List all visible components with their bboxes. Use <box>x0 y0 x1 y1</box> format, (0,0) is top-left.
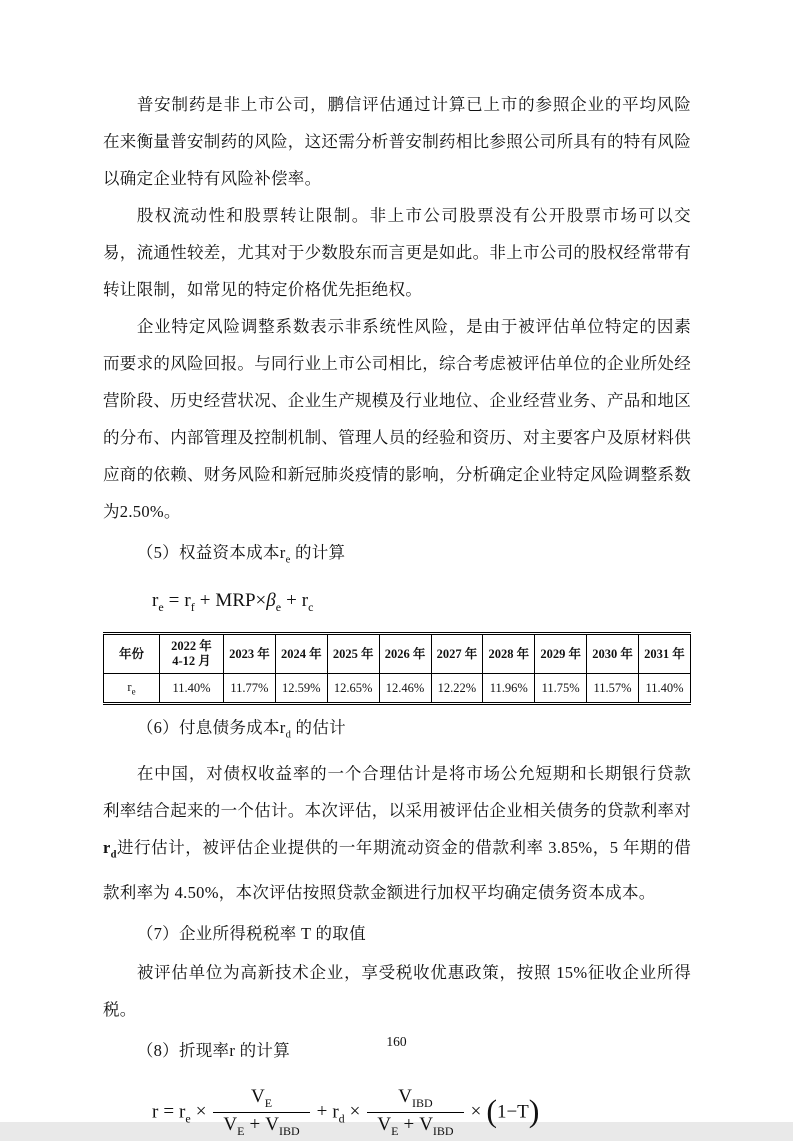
beta-sub: e <box>275 600 282 615</box>
table-cell-2031: 11.40% <box>639 674 691 704</box>
formula-cost-of-equity <box>152 586 691 622</box>
beta-symbol: β <box>266 590 276 612</box>
vibd-base: V <box>265 1114 279 1136</box>
ve-base: V <box>223 1114 238 1136</box>
heading-6-cost-of-debt <box>103 709 691 753</box>
ve-sub: E <box>391 1124 399 1139</box>
formula-discount-rate <box>152 1085 691 1141</box>
table-header-2024: 2024 年 <box>275 634 327 674</box>
p6-text-b: 进行估计，被评估企业提供的一年期流动资金的借款利率 3.85%，5 年期的借款利率为 4.50%，本次评估按照贷款金额进行加权平均确定债务资本成本。 <box>103 838 691 902</box>
heading-8-var: r <box>229 1040 236 1060</box>
re-sub: e <box>185 1111 191 1126</box>
plus-sign: + <box>286 590 297 612</box>
heading-8-suffix: 的计算 <box>235 1040 290 1060</box>
equity-weight-fraction <box>213 1085 309 1141</box>
table-cell-2027: 12.22% <box>431 674 483 704</box>
heading-5-text: （5）权益资本成本 <box>136 543 280 562</box>
re-base: r <box>179 1101 186 1123</box>
heading-6-text: （6）付息债务成本 <box>136 718 280 738</box>
vibd-base: V <box>398 1085 413 1107</box>
equals-sign: = <box>168 590 180 612</box>
left-paren: ( <box>486 1092 497 1129</box>
table-row-label-re <box>104 674 160 704</box>
fraction-denominator <box>213 1113 309 1141</box>
vibd-sub: IBD <box>412 1095 433 1110</box>
table-cell-2023: 11.77% <box>224 674 276 704</box>
table-cell-2022: 11.40% <box>160 674 224 704</box>
table-header-year: 年份 <box>104 634 160 674</box>
table-cell-2025: 12.65% <box>327 674 379 704</box>
rc-base: r <box>301 590 309 612</box>
re-base: r <box>152 590 159 612</box>
p6-text-a: 在中国，对债权收益率的一个合理估计是将市场公允短期和长期银行贷款利率结合起来的一个估计。本次评估，以采用被评估企业相关债务的贷款利率对 <box>103 764 691 821</box>
equals-sign: = <box>163 1101 175 1123</box>
heading-5-var: r <box>279 543 286 562</box>
ve-sub: E <box>237 1124 245 1139</box>
rd-sub: d <box>338 1111 345 1126</box>
mrp-term: MRP× <box>215 590 267 612</box>
vibd-sub: IBD <box>278 1124 300 1139</box>
heading-6-suffix: 的估计 <box>291 718 346 738</box>
header-2022-line2: 4-12 月 <box>172 654 211 669</box>
paragraph-specific-risk-factor: 企业特定风险调整系数表示非系统性风险，是由于被评估单位特定的因素而要求的风险回报。与同行业上市公司相比，综合考虑被评估单位的企业所处经营阶段、历史经营状况、企业生产规模及行业地位、企业经营业务、产品和地区的分布、内部管理及控制机制、管理人员的经验和资历、对主要客户及原材料供应商的依赖、财务风险和新冠肺炎疫情的影响，分析确定企业特定风险调整系数为2.50%。 <box>103 317 691 521</box>
rd-inline-sub: d <box>110 849 117 861</box>
heading-8-text: （8）折现率 <box>136 1040 230 1060</box>
row-label-base: r <box>127 679 132 694</box>
rf-sub: f <box>190 600 195 615</box>
table-header-2029: 2029 年 <box>535 634 587 674</box>
right-paren: ) <box>528 1092 540 1129</box>
rc-sub: c <box>308 600 314 615</box>
ve-sub: E <box>264 1095 273 1110</box>
plus-sign: + <box>316 1101 328 1123</box>
table-cell-2024: 12.59% <box>275 674 327 704</box>
table-header-2026: 2026 年 <box>379 634 431 674</box>
table-cell-2028: 11.96% <box>483 674 535 704</box>
one-minus-t: 1−T <box>496 1101 529 1123</box>
ve-base: V <box>250 1085 265 1107</box>
table-header-2025: 2025 年 <box>327 634 379 674</box>
re-sub: e <box>158 600 164 615</box>
heading-6-var: r <box>279 718 286 738</box>
table-cell-2030: 11.57% <box>587 674 639 704</box>
table-header-2028: 2028 年 <box>483 634 535 674</box>
heading-6-var-sub: d <box>285 729 292 741</box>
fraction-numerator <box>367 1085 463 1114</box>
table-cell-2029: 11.75% <box>535 674 587 704</box>
paragraph-cost-of-debt <box>103 755 691 910</box>
rd-base: r <box>332 1101 339 1123</box>
fraction-denominator <box>367 1113 463 1141</box>
row-label-sub: e <box>131 686 136 697</box>
table-header-row <box>104 634 691 674</box>
times-sign: × <box>349 1101 361 1123</box>
ve-base: V <box>377 1114 392 1136</box>
heading-5-cost-of-equity <box>103 534 691 578</box>
paragraph-specific-risk-intro: 普安制药是非上市公司，鹏信评估通过计算已上市的参照企业的平均风险在来衡量普安制药的风险，这还需分析普安制药相比参照公司所具有的特有风险以确定企业特有风险补偿率。 <box>103 95 691 188</box>
table-cell-2026: 12.46% <box>379 674 431 704</box>
plus-sign: + <box>403 1114 415 1136</box>
r-lhs: r <box>152 1101 159 1123</box>
plus-sign: + <box>249 1114 261 1136</box>
plus-sign: + <box>199 590 211 612</box>
table-header-2022 <box>160 634 224 674</box>
paragraph-tax-rate: 被评估单位为高新技术企业，享受税收优惠政策，按照 15%征收企业所得税。 <box>103 962 691 1019</box>
vibd-sub: IBD <box>432 1124 454 1139</box>
debt-weight-fraction <box>367 1085 463 1141</box>
paragraph-liquidity-restriction: 股权流动性和股票转让限制。非上市公司股票没有公开股票市场可以交易，流通性较差，尤其对于少数股东而言更是如此。非上市公司的股权经常带有转让限制，如常见的特定价格优先拒绝权。 <box>103 206 691 299</box>
times-sign: × <box>195 1101 207 1123</box>
table-header-2027: 2027 年 <box>431 634 483 674</box>
cost-of-equity-table <box>103 632 691 705</box>
heading-5-suffix: 的计算 <box>290 543 346 562</box>
times-sign: × <box>470 1101 482 1123</box>
table-header-2023: 2023 年 <box>224 634 276 674</box>
table-data-row <box>104 674 691 704</box>
fraction-numerator <box>213 1085 309 1114</box>
vibd-base: V <box>419 1114 433 1136</box>
page-number: 160 <box>386 1034 407 1049</box>
rf-base: r <box>184 590 191 612</box>
header-2022-line1: 2022 年 <box>171 639 212 654</box>
heading-7-tax-rate: （7）企业所得税税率 T 的取值 <box>136 923 366 943</box>
table-header-2031: 2031 年 <box>639 634 691 674</box>
table-header-2030: 2030 年 <box>587 634 639 674</box>
rd-inline-var: r <box>103 838 111 858</box>
heading-5-var-sub: e <box>285 554 291 566</box>
